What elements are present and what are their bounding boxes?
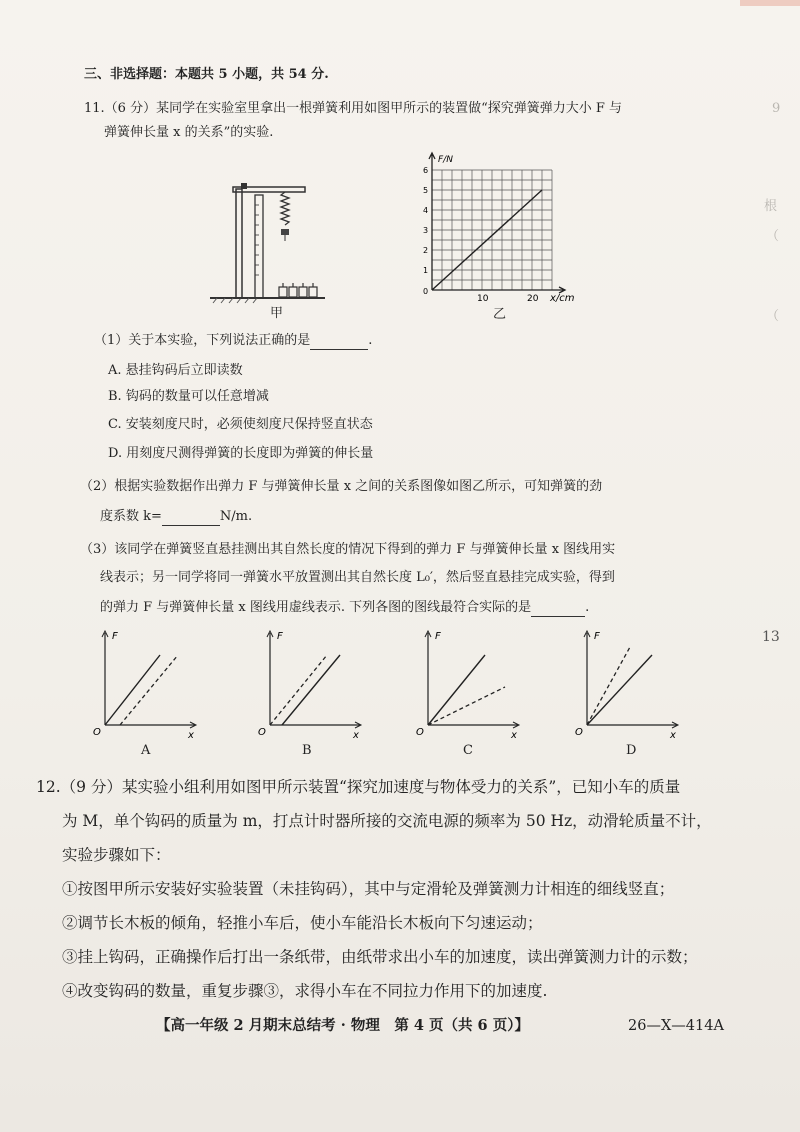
- axis-x: x: [511, 730, 517, 741]
- answer-blank-2[interactable]: [162, 525, 220, 526]
- q11-part2-line2: [100, 508, 252, 526]
- option-b: B. 钩码的数量可以任意增减: [108, 389, 269, 404]
- q11-part2-k-prefix: 度系数 k=: [100, 509, 162, 524]
- q12-step-3: ③挂上钩码，正确操作后打出一条纸带，由纸带求出小车的加速度，读出弹簧测力计的示数；: [62, 948, 698, 966]
- q12-step-2: ②调节长木板的倾角，轻推小车后，使小车能沿长木板向下匀速运动；: [62, 914, 543, 932]
- bleed-mark-3: （: [766, 229, 780, 244]
- q11-part2-unit: N/m.: [219, 509, 253, 524]
- graph-option-a: [90, 625, 200, 741]
- axis-x: x: [670, 730, 676, 741]
- q11-stem-line1: 11.（6 分）某同学在实验室里拿出一根弹簧利用如图甲所示的装置做“探究弹簧弹力大小 F 与: [84, 101, 623, 116]
- q11-part3-line2: 线表示；另一同学将同一弹簧水平放置测出其自然长度 L₀′，然后竖直悬挂完成实验，得到: [100, 570, 615, 585]
- footer-title: 【高一年级 2 月期末总结考 · 物理 第 4 页（共 6 页）】: [156, 1017, 529, 1034]
- q11-part1: [94, 332, 372, 350]
- axis-lines: [429, 153, 565, 293]
- y-tick-label: 3: [423, 226, 429, 235]
- x-axis-label: x/cm: [550, 293, 575, 304]
- y-tick-label: 4: [423, 206, 429, 215]
- q12-stem-line3: 实验步骤如下：: [62, 846, 171, 864]
- bleed-mark-1: 9: [772, 101, 781, 116]
- q11-stem-line2: 弹簧伸长量 x 的关系”的实验.: [104, 125, 274, 140]
- y-tick-label: 5: [423, 186, 429, 195]
- option-c: C. 安装刻度尺时，必须使刻度尺保持竖直状态: [108, 417, 373, 432]
- graph-axes: [429, 153, 565, 293]
- graph-option-b-letter: B: [302, 743, 312, 758]
- axis-f: F: [112, 631, 118, 642]
- axis-x: x: [353, 730, 359, 741]
- q11-part1-text: （1）关于本实验，下列说法正确的是: [94, 333, 311, 348]
- origin: O: [416, 727, 424, 738]
- x-tick-label: 20: [527, 294, 539, 304]
- y-tick-label: 6: [423, 166, 429, 175]
- paper-edge: [740, 0, 800, 6]
- axis-f: F: [277, 631, 283, 642]
- y-axis-label: F/N: [438, 155, 453, 165]
- graph-option-a-letter: A: [141, 743, 151, 758]
- q11-part3-line1: （3）该同学在弹簧竖直悬挂测出其自然长度的情况下得到的弹力 F 与弹簧伸长量 x 图线用实: [80, 542, 616, 557]
- q11-part2-line1: （2）根据实验数据作出弹力 F 与弹簧伸长量 x 之间的关系图像如图乙所示，可知弹簧的劲: [80, 479, 603, 494]
- axis-f: F: [435, 631, 441, 642]
- axis-f: F: [594, 631, 600, 642]
- graph-option-d: [572, 625, 682, 741]
- y-tick-label: 2: [423, 246, 429, 255]
- q11-part3-end: .: [585, 600, 590, 615]
- axis-x: x: [188, 730, 194, 741]
- graph-grid: [432, 170, 552, 290]
- x-tick-label: 10: [477, 294, 489, 304]
- bleed-mark-5: 13: [762, 629, 780, 645]
- origin: O: [93, 727, 101, 738]
- figure-jia-apparatus: [205, 175, 335, 310]
- section-header: 三、非选择题：本题共 5 小题，共 54 分.: [84, 67, 329, 82]
- footer-code: 26—X—414A: [628, 1018, 724, 1034]
- q12-stem-line2: 为 M，单个钩码的质量为 m，打点计时器所接的交流电源的频率为 50 Hz，动滑轮质量不计，: [62, 812, 712, 830]
- q12-step-1: ①按图甲所示安装好实验装置（未挂钩码），其中与定滑轮及弹簧测力计相连的细线竖直；: [62, 880, 675, 898]
- q12-step-4: ④改变钩码的数量，重复步骤③，求得小车在不同拉力作用下的加速度.: [62, 982, 548, 1000]
- origin: O: [575, 727, 583, 738]
- answer-blank-3[interactable]: [531, 616, 585, 617]
- option-a: A. 悬挂钩码后立即读数: [108, 363, 243, 378]
- figure-yi-graph: [410, 150, 590, 310]
- graph-option-d-letter: D: [626, 743, 637, 758]
- y-tick-label: 0: [423, 287, 429, 296]
- graph-option-b: [255, 625, 365, 741]
- figure-jia-label: 甲: [270, 306, 284, 321]
- graph-option-c: [413, 625, 523, 741]
- origin: O: [258, 727, 266, 738]
- q11-part1-end: .: [368, 333, 373, 348]
- q11-part3-text: 的弹力 F 与弹簧伸长量 x 图线用虚线表示. 下列各图的图线最符合实际的是: [100, 600, 532, 615]
- q11-part3-line3: [100, 599, 589, 617]
- answer-blank-1[interactable]: [310, 349, 368, 350]
- figure-yi-label: 乙: [493, 307, 507, 322]
- option-d: D. 用刻度尺测得弹簧的长度即为弹簧的伸长量: [108, 446, 374, 461]
- q12-stem-line1: 12.（9 分）某实验小组利用如图甲所示装置“探究加速度与物体受力的关系”，已知小车的质量: [36, 778, 681, 796]
- graph-option-c-letter: C: [463, 743, 473, 758]
- bleed-mark-4: （: [766, 309, 780, 324]
- bleed-mark-2: 根: [764, 199, 778, 214]
- y-tick-label: 1: [423, 266, 429, 275]
